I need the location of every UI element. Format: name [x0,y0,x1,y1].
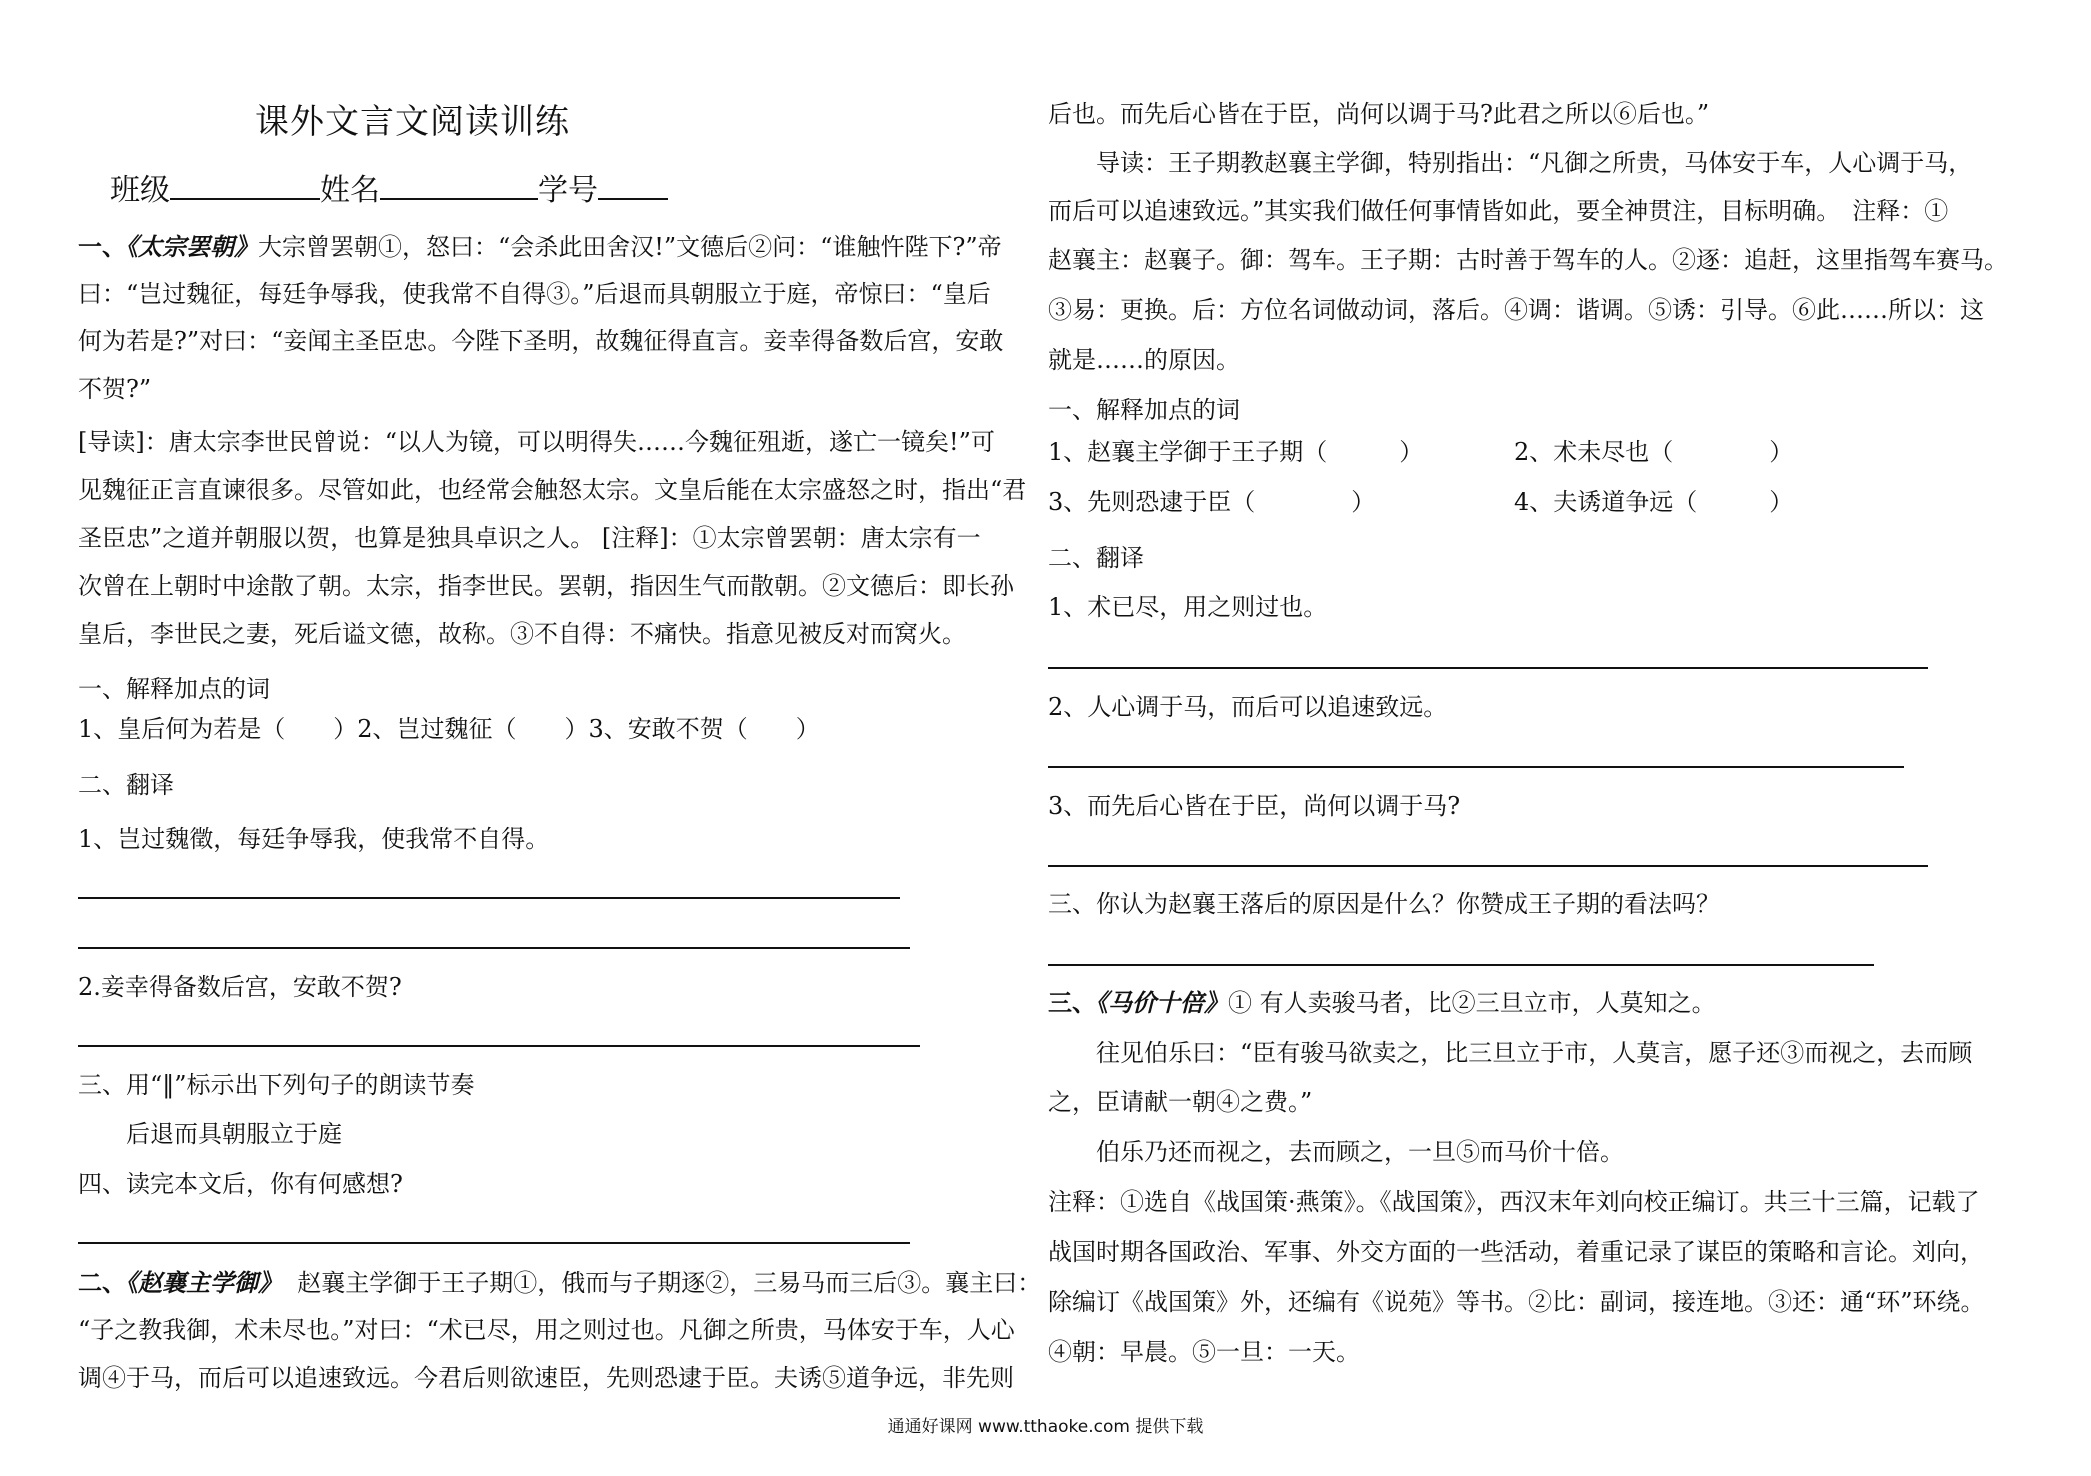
passage3-line: 之，臣请献一朝④之费。” [1048,1088,1313,1116]
passage1-q2-title: 二、翻译 [78,771,174,799]
passage3-line: 伯乐乃还而视之，去而顾之，一旦⑤而马价十倍。 [1096,1138,1624,1166]
passage1-line: 曰：“岂过魏征，每廷争辱我，使我常不自得③。”后退而具朝服立于庭，帝惊曰：“皇后 [78,280,991,308]
passage2-q1-d[interactable]: 4、夫诱道争远（ ） [1514,488,1794,516]
name-label: 姓名 [320,173,380,208]
passage2-line-1 [78,1266,1041,1300]
passage1-q1-title: 一、解释加点的词 [78,675,270,703]
passage3-line-1 [1048,986,1716,1020]
answer-line[interactable] [1048,667,1928,669]
class-label: 班级 [110,173,170,208]
answer-line[interactable] [1048,766,1904,768]
passage1-guide-line: 皇后，李世民之妻，死后谥文德，故称。③不自得：不痛快。指意见被反对而窝火。 [78,620,966,648]
passage2-line: 调④于马，而后可以追速致远。今君后则欲速臣，先则恐逮于臣。夫诱⑤道争远，非先则 [78,1364,1014,1392]
passage2-line: 后也。而先后心皆在于臣，尚何以调于马?此君之所以⑥后也。” [1048,100,1710,128]
passage2-text: 赵襄主学御于王子期①，俄而与子期逐②，三易马而三后③。襄主曰： [297,1269,1042,1297]
passage3-note-line: 战国时期各国政治、军事、外交方面的一些活动，着重记录了谋臣的策略和言论。刘向， [1048,1238,1984,1266]
answer-line[interactable] [78,1045,920,1047]
passage3-text: ① 有人卖骏马者，比②三旦立市，人莫知之。 [1228,989,1716,1017]
student-info-line [110,168,668,211]
answer-line[interactable] [78,947,910,949]
passage2-q2-item1: 1、术已尽，用之则过也。 [1048,593,1328,621]
passage2-guide-line: 而后可以追速致远。”其实我们做任何事情皆如此，要全神贯注，目标明确。 注释：① [1048,197,1949,225]
answer-line[interactable] [1048,865,1928,867]
passage1-guide-line: 次曾在上朝时中途散了朝。太宗，指李世民。罢朝，指因生气而散朝。②文德后：即长孙 [78,572,1014,600]
passage3-note-line: ④朝：早晨。⑤一旦：一天。 [1048,1338,1360,1366]
passage2-guide-line: ③易：更换。后：方位名词做动词，落后。④调：谐调。⑤诱：引导。⑥此……所以：这 [1048,296,1984,324]
answer-line[interactable] [78,897,900,899]
passage1-heading-title: 《太宗罢朝》 [126,232,258,261]
answer-line[interactable] [78,1242,910,1244]
footer-source: 通通好课网 www.tthaoke.com 提供下载 [887,1417,1204,1437]
passage2-guide-line: 赵襄主：赵襄子。御：驾车。王子期：古时善于驾车的人。②逐：追赶，这里指驾车赛马。 [1048,246,2008,274]
passage2-guide-line: 就是……的原因。 [1048,346,1240,374]
passage2-heading-prefix: 二、 [78,1268,126,1297]
passage3-heading-title: 《马价十倍》 [1096,988,1228,1017]
answer-line[interactable] [1048,964,1874,966]
passage2-q1-b[interactable]: 2、术未尽也（ ） [1514,438,1794,466]
passage3-note-line: 注释：①选自《战国策·燕策》。《战国策》，西汉末年刘向校正编订。共三十三篇，记载了 [1048,1188,1980,1216]
passage1-line-1 [78,230,1002,264]
passage1-guide-line: 圣臣忠”之道并朝服以贺，也算是独具卓识之人。 [注释]：①太宗曾罢朝：唐太宗有一 [78,524,981,552]
page-title: 课外文言文阅读训练 [255,102,570,142]
passage2-heading-title: 《赵襄主学御》 [126,1268,282,1297]
passage1-q1-items[interactable]: 1、皇后何为若是（ ）2、岂过魏征（ ）3、安敢不贺（ ） [78,715,820,743]
name-blank[interactable] [380,168,538,200]
passage1-guide-line: 见魏征正言直谏很多。尽管如此，也经常会触怒太宗。文皇后能在太宗盛怒之时，指出“君 [78,476,1027,504]
passage1-q3-title: 三、用“‖”标示出下列句子的朗读节奏 [78,1071,475,1099]
passage2-q2-item2: 2、人心调于马，而后可以追速致远。 [1048,693,1448,721]
passage1-q2-item2: 2.妾幸得备数后宫，安敢不贺? [78,973,402,1001]
passage2-q1-c[interactable]: 3、先则恐逮于臣（ ） [1048,488,1376,516]
passage2-q1-title: 一、解释加点的词 [1048,396,1240,424]
number-label: 学号 [538,173,598,208]
passage2-q2-title: 二、翻译 [1048,544,1144,572]
passage2-q3: 三、你认为赵襄王落后的原因是什么？你赞成王子期的看法吗？ [1048,890,1720,918]
passage1-q4-title: 四、读完本文后，你有何感想? [78,1170,403,1198]
passage1-line: 不贺?” [78,375,152,403]
passage1-q3-sentence: 后退而具朝服立于庭 [126,1120,342,1148]
passage2-q1-a[interactable]: 1、赵襄主学御于王子期（ ） [1048,438,1424,466]
passage2-q2-item3: 3、而先后心皆在于臣，尚何以调于马? [1048,792,1461,820]
passage1-line: 何为若是?”对曰：“妾闻主圣臣忠。今陛下圣明，故魏征得直言。妾幸得备数后宫，安敢 [78,327,1004,355]
passage3-heading-prefix: 三、 [1048,988,1096,1017]
passage1-q2-item1: 1、岂过魏徵，每廷争辱我，使我常不自得。 [78,825,550,853]
passage1-guide-line: [导读]：唐太宗李世民曾说：“以人为镜，可以明得失……今魏征殂逝，遂亡一镜矣!”可 [78,428,995,456]
number-blank[interactable] [598,168,668,200]
passage3-line: 往见伯乐曰：“臣有骏马欲卖之，比三旦立于市，人莫言，愿子还③而视之，去而顾 [1096,1039,1973,1067]
passage2-line: “子之教我御，术未尽也。”对曰：“术已尽，用之则过也。凡御之所贵，马体安于车，人心 [78,1316,1015,1344]
passage1-text: 大宗曾罢朝①，怒曰：“会杀此田舍汉!”文德后②问：“谁触忤陛下?”帝 [258,233,1002,261]
passage3-note-line: 除编订《战国策》外，还编有《说苑》等书。②比：副词，接连地。③还：通“环”环绕。 [1048,1288,1985,1316]
passage2-guide-line: 导读：王子期教赵襄主学御，特别指出：“凡御之所贵，马体安于车，人心调于马， [1096,149,1973,177]
passage1-heading-prefix: 一、 [78,232,126,261]
class-blank[interactable] [170,168,320,200]
